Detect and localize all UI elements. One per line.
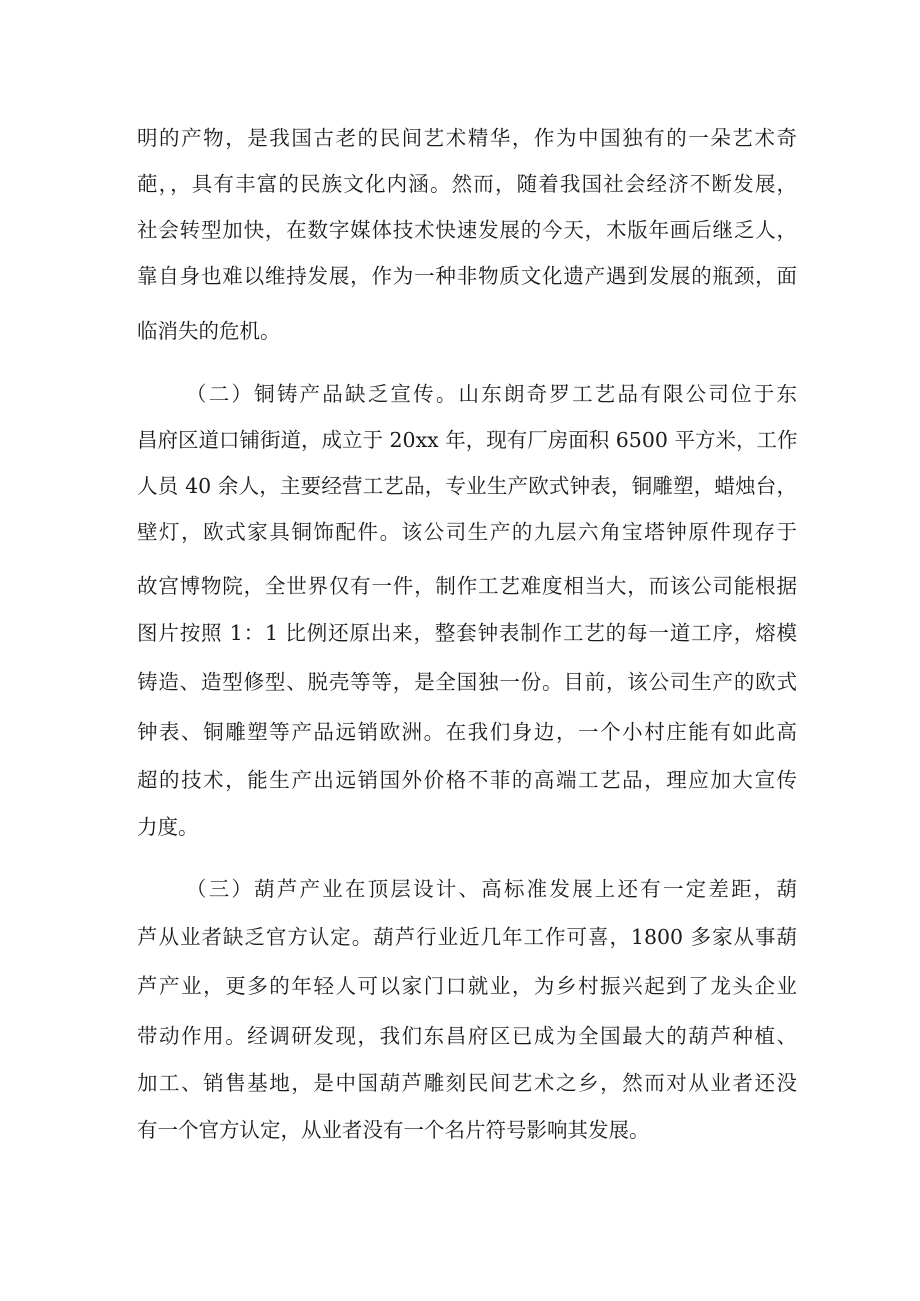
text-line: 铸造、造型修型、脱壳等等，是全国独一份。目前，该公司生产的欧式 [137, 670, 797, 694]
text-line: 葩，，具有丰富的民族文化内涵。然而，随着我国社会经济不断发展， [137, 172, 797, 196]
text-line: 昌府区道口铺街道，成立于 20xx 年，现有厂房面积 6500 平方米，工作 [137, 428, 798, 452]
text-line: 社会转型加快，在数字媒体技术快速发展的今天，木版年画后继乏人， [137, 218, 797, 242]
text-line: 故宫博物院，全世界仅有一件，制作工艺难度相当大，而该公司能根据 [137, 574, 797, 598]
text-line: 超的技术，能生产出远销国外价格不菲的高端工艺品，理应加大宣传 [137, 768, 797, 792]
text-line: 钟表、铜雕塑等产品远销欧洲。在我们身边，一个小村庄能有如此高 [137, 720, 797, 744]
text-line: 带动作用。经调研发现，我们东昌府区已成为全国最大的葫芦种植、 [137, 1024, 797, 1048]
paragraph-first-line: （三）葫芦产业在顶层设计、高标准发展上还有一定差距，葫 [186, 877, 797, 901]
text-line: 力度。 [137, 815, 199, 839]
text-line: 图片按照 1：1 比例还原出来，整套钟表制作工艺的每一道工序，熔模 [137, 621, 797, 645]
text-line: 芦产业，更多的年轻人可以家门口就业，为乡村振兴起到了龙头企业 [137, 974, 797, 998]
text-line: 加工、销售基地，是中国葫芦雕刻民间艺术之乡，然而对从业者还没 [137, 1071, 797, 1095]
text-line: 靠自身也难以维持发展，作为一种非物质文化遗产遇到发展的瓶颈，面 [137, 264, 797, 288]
text-line: 人员 40 余人，主要经营工艺品，专业生产欧式钟表，铜雕塑，蜡烛台， [137, 474, 797, 498]
text-line: 临消失的危机。 [137, 319, 281, 343]
paragraph-first-line: （二）铜铸产品缺乏宣传。山东朗奇罗工艺品有限公司位于东 [186, 382, 797, 406]
text-line: 明的产物，是我国古老的民间艺术精华，作为中国独有的一朵艺术奇 [137, 126, 797, 150]
text-line: 芦从业者缺乏官方认定。葫芦行业近几年工作可喜，1800 多家从事葫 [137, 925, 797, 949]
text-line: 壁灯，欧式家具铜饰配件。该公司生产的九层六角宝塔钟原件现存于 [137, 520, 797, 544]
text-line: 有一个官方认定，从业者没有一个名片符号影响其发展。 [137, 1118, 650, 1142]
